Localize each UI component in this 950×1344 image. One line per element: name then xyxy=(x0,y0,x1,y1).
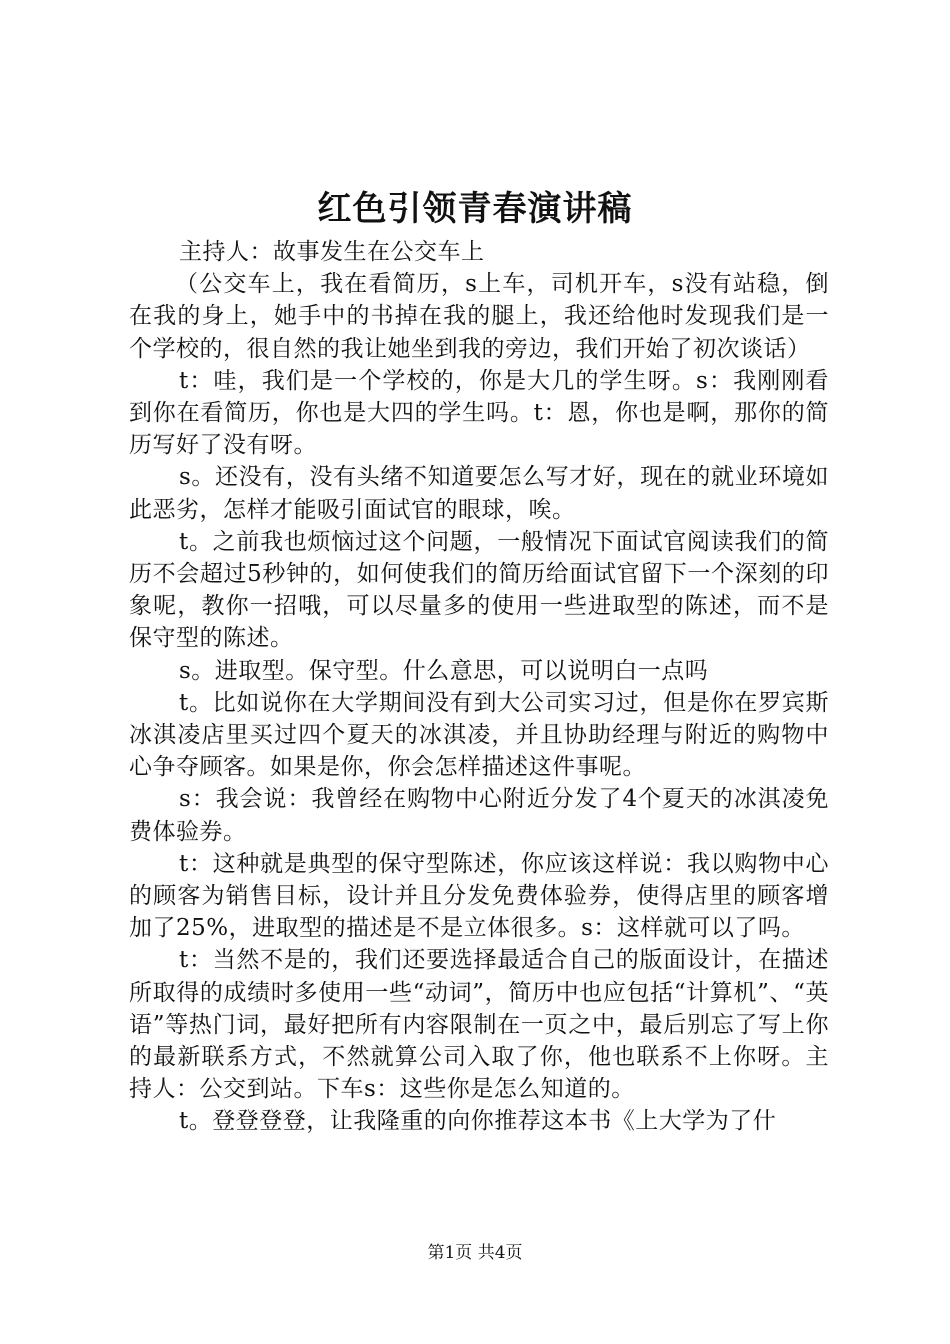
paragraph: 主持人：故事发生在公交车上 xyxy=(179,239,485,265)
paragraph: s。进取型。保守型。什么意思，可以说明白一点吗 xyxy=(179,657,709,684)
paragraph: t。登登登登，让我隆重的向你推荐这本书《上大学为了什 xyxy=(179,1108,777,1135)
paragraph: t。之前我也烦恼过这个问题，一般情况下面试官阅读我们的简历不会超过5秒钟的，如何使我们的简历给面试官留下一个深刻的印象呢，教你一招哦，可以尽量多的使用一些进取型的陈述，而不是保守型的陈述。 xyxy=(129,528,829,652)
page-footer: 第1页 共4页 xyxy=(427,1243,523,1263)
document-title: 红色引领青春演讲稿 xyxy=(317,189,633,229)
paragraph: t：当然不是的，我们还要选择最适合自己的版面设计，在描述所取得的成绩时多使用一些“动词”，简历中也应包括“计算机”、“英语”等热门词，最好把所有内容限制在一页之中，最后别忘了写上你的最新联系方式，不然就算公司入取了你，他也联系不上你呀。主持人：公交到站。下车s：这些你是怎么知道的。 xyxy=(129,947,829,1103)
paragraph: （公交车上，我在看简历，s上车，司机开车，s没有站稳，倒在我的身上，她手中的书掉在我的腿上，我还给他时发现我们是一个学校的，很自然的我让她坐到我的旁边，我们开始了初次谈话） xyxy=(129,271,829,362)
paragraph: t：哇，我们是一个学校的，你是大几的学生呀。s：我刚刚看到你在看简历，你也是大四的学生吗。t：恩，你也是啊，那你的简历写好了没有呀。 xyxy=(129,367,829,459)
paragraph: s：我会说：我曾经在购物中心附近分发了4个夏天的冰淇凌免费体验券。 xyxy=(129,786,829,845)
paragraph: t：这种就是典型的保守型陈述，你应该这样说：我以购物中心的顾客为销售目标，设计并且分发免费体验券，使得店里的顾客增加了25%，进取型的描述是不是立体很多。s：这样就可以了吗。 xyxy=(129,850,829,942)
document-body xyxy=(129,236,829,1138)
paragraph: t。比如说你在大学期间没有到大公司实习过，但是你在罗宾斯冰淇凌店里买过四个夏天的冰淇凌，并且协助经理与附近的购物中心争夺顾客。如果是你，你会怎样描述这件事呢。 xyxy=(129,689,829,781)
paragraph: s。还没有，没有头绪不知道要怎么写才好，现在的就业环境如此恶劣，怎样才能吸引面试官的眼球，唉。 xyxy=(129,464,829,523)
